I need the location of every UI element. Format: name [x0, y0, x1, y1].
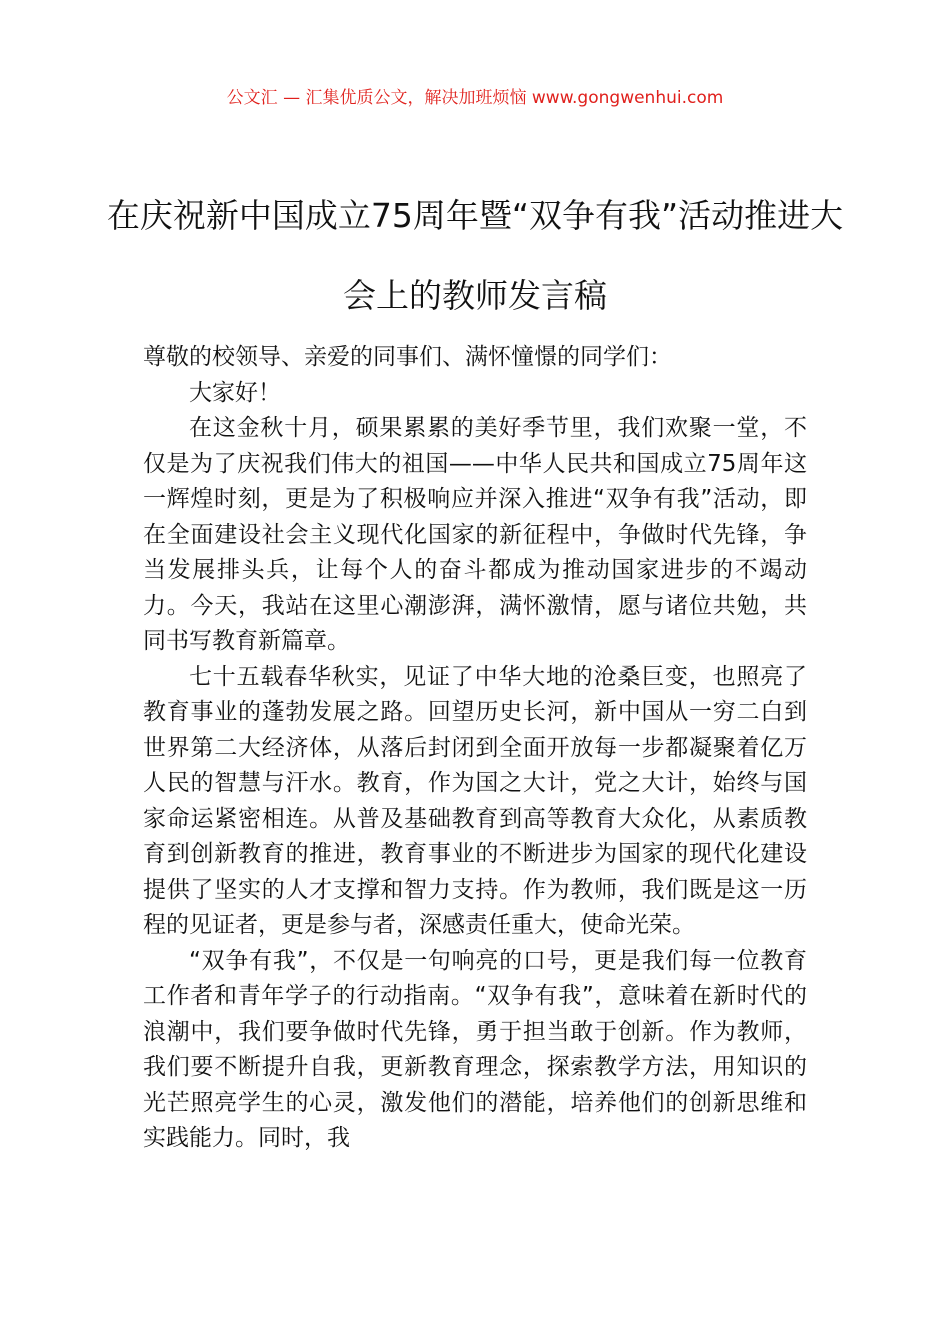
salutation: 尊敬的校领导、亲爱的同事们、满怀憧憬的同学们： [143, 344, 672, 370]
paragraph: “双争有我”，不仅是一句响亮的口号，更是我们每一位教育工作者和青年学子的行动指南。“双争有我”，意味着在新时代的浪潮中，我们要争做时代先锋，勇于担当敢于创新。作为教师，我们要不断提升自我，更新教育理念，探索教学方法，用知识的光芒照亮学生的心灵，激发他们的潜能，培养他们的创新思维和实践能力。同时，我 [143, 947, 807, 1151]
site-banner-link[interactable]: 公文汇 — 汇集优质公文，解决加班烦恼 www.gongwenhui.com [226, 88, 724, 108]
document-title: 在庆祝新中国成立75周年暨“双争有我”活动推进大会上的教师发言稿 [106, 196, 844, 315]
paragraph: 七十五载春华秋实，见证了中华大地的沧桑巨变，也照亮了教育事业的蓬勃发展之路。回望历史长河，新中国从一穷二白到世界第二大经济体，从落后封闭到全面开放每一步都凝聚着亿万人民的智慧与汗水。教育，作为国之大计，党之大计，始终与国家命运紧密相连。从普及基础教育到高等教育大众化，从素质教育到创新教育的推进，教育事业的不断进步为国家的现代化建设提供了坚实的人才支撑和智力支持。作为教师，我们既是这一历程的见证者，更是参与者，深感责任重大，使命光荣。 [143, 663, 807, 938]
greeting: 大家好！ [189, 379, 281, 406]
document-body [143, 340, 807, 1157]
paragraph: 在这金秋十月，硕果累累的美好季节里，我们欢聚一堂，不仅是为了庆祝我们伟大的祖国——中华人民共和国成立75周年这一辉煌时刻，更是为了积极响应并深入推进“双争有我”活动，即在全面建设社会主义现代化国家的新征程中，争做时代先锋，争当发展排头兵，让每个人的奋斗都成为推动国家进步的不竭动力。今天，我站在这里心潮澎湃，满怀激情，愿与诸位共勉，共同书写教育新篇章。 [143, 415, 807, 654]
